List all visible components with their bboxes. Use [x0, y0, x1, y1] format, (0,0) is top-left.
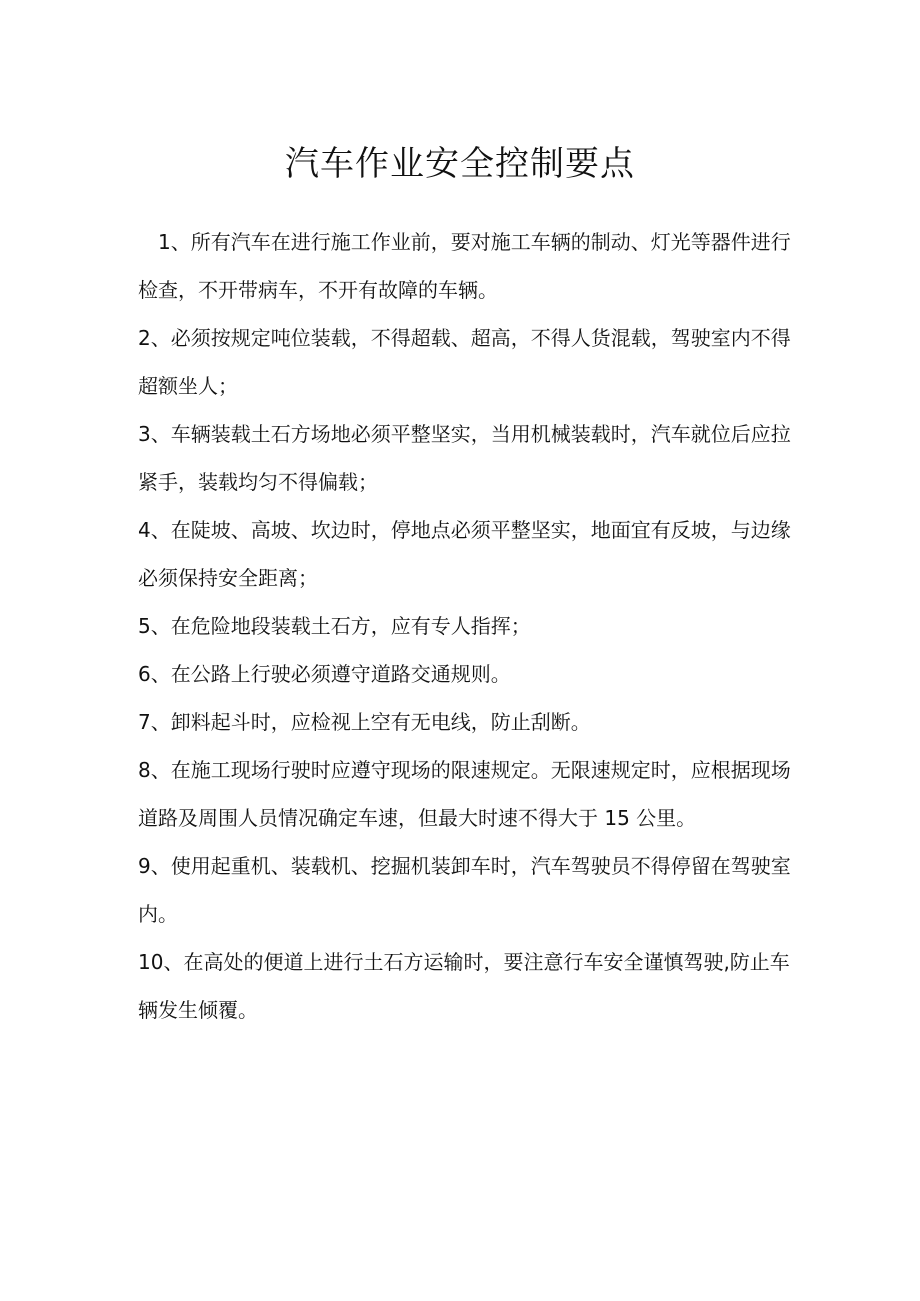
rule-item-4: 4、在陡坡、高坡、坎边时，停地点必须平整坚实，地面宜有反坡，与边缘必须保持安全距离； — [138, 518, 791, 590]
rules-list — [138, 218, 798, 1034]
rule-item-3: 3、车辆装载土石方场地必须平整坚实，当用机械装载时，汽车就位后应拉紧手，装载均匀不得偏载； — [138, 422, 791, 494]
rule-item-6: 6、在公路上行驶必须遵守道路交通规则。 — [138, 662, 511, 686]
rule-item-1: 1、所有汽车在进行施工作业前，要对施工车辆的制动、灯光等器件进行检查，不开带病车，不开有故障的车辆。 — [138, 230, 791, 302]
rule-item-10: 10、在高处的便道上进行土石方运输时，要注意行车安全谨慎驾驶,防止车辆发生倾覆。 — [138, 950, 790, 1022]
document-title: 汽车作业安全控制要点 — [285, 144, 635, 184]
rule-item-9: 9、使用起重机、装载机、挖掘机装卸车时，汽车驾驶员不得停留在驾驶室内。 — [138, 854, 791, 926]
rule-item-5: 5、在危险地段装载土石方，应有专人指挥； — [138, 614, 531, 638]
rule-item-8: 8、在施工现场行驶时应遵守现场的限速规定。无限速规定时，应根据现场道路及周围人员情况确定车速，但最大时速不得大于 15 公里。 — [138, 758, 791, 830]
rule-item-2: 2、必须按规定吨位装载，不得超载、超高，不得人货混载，驾驶室内不得超额坐人； — [138, 326, 791, 398]
rule-item-7: 7、卸料起斗时，应检视上空有无电线，防止刮断。 — [138, 710, 591, 734]
